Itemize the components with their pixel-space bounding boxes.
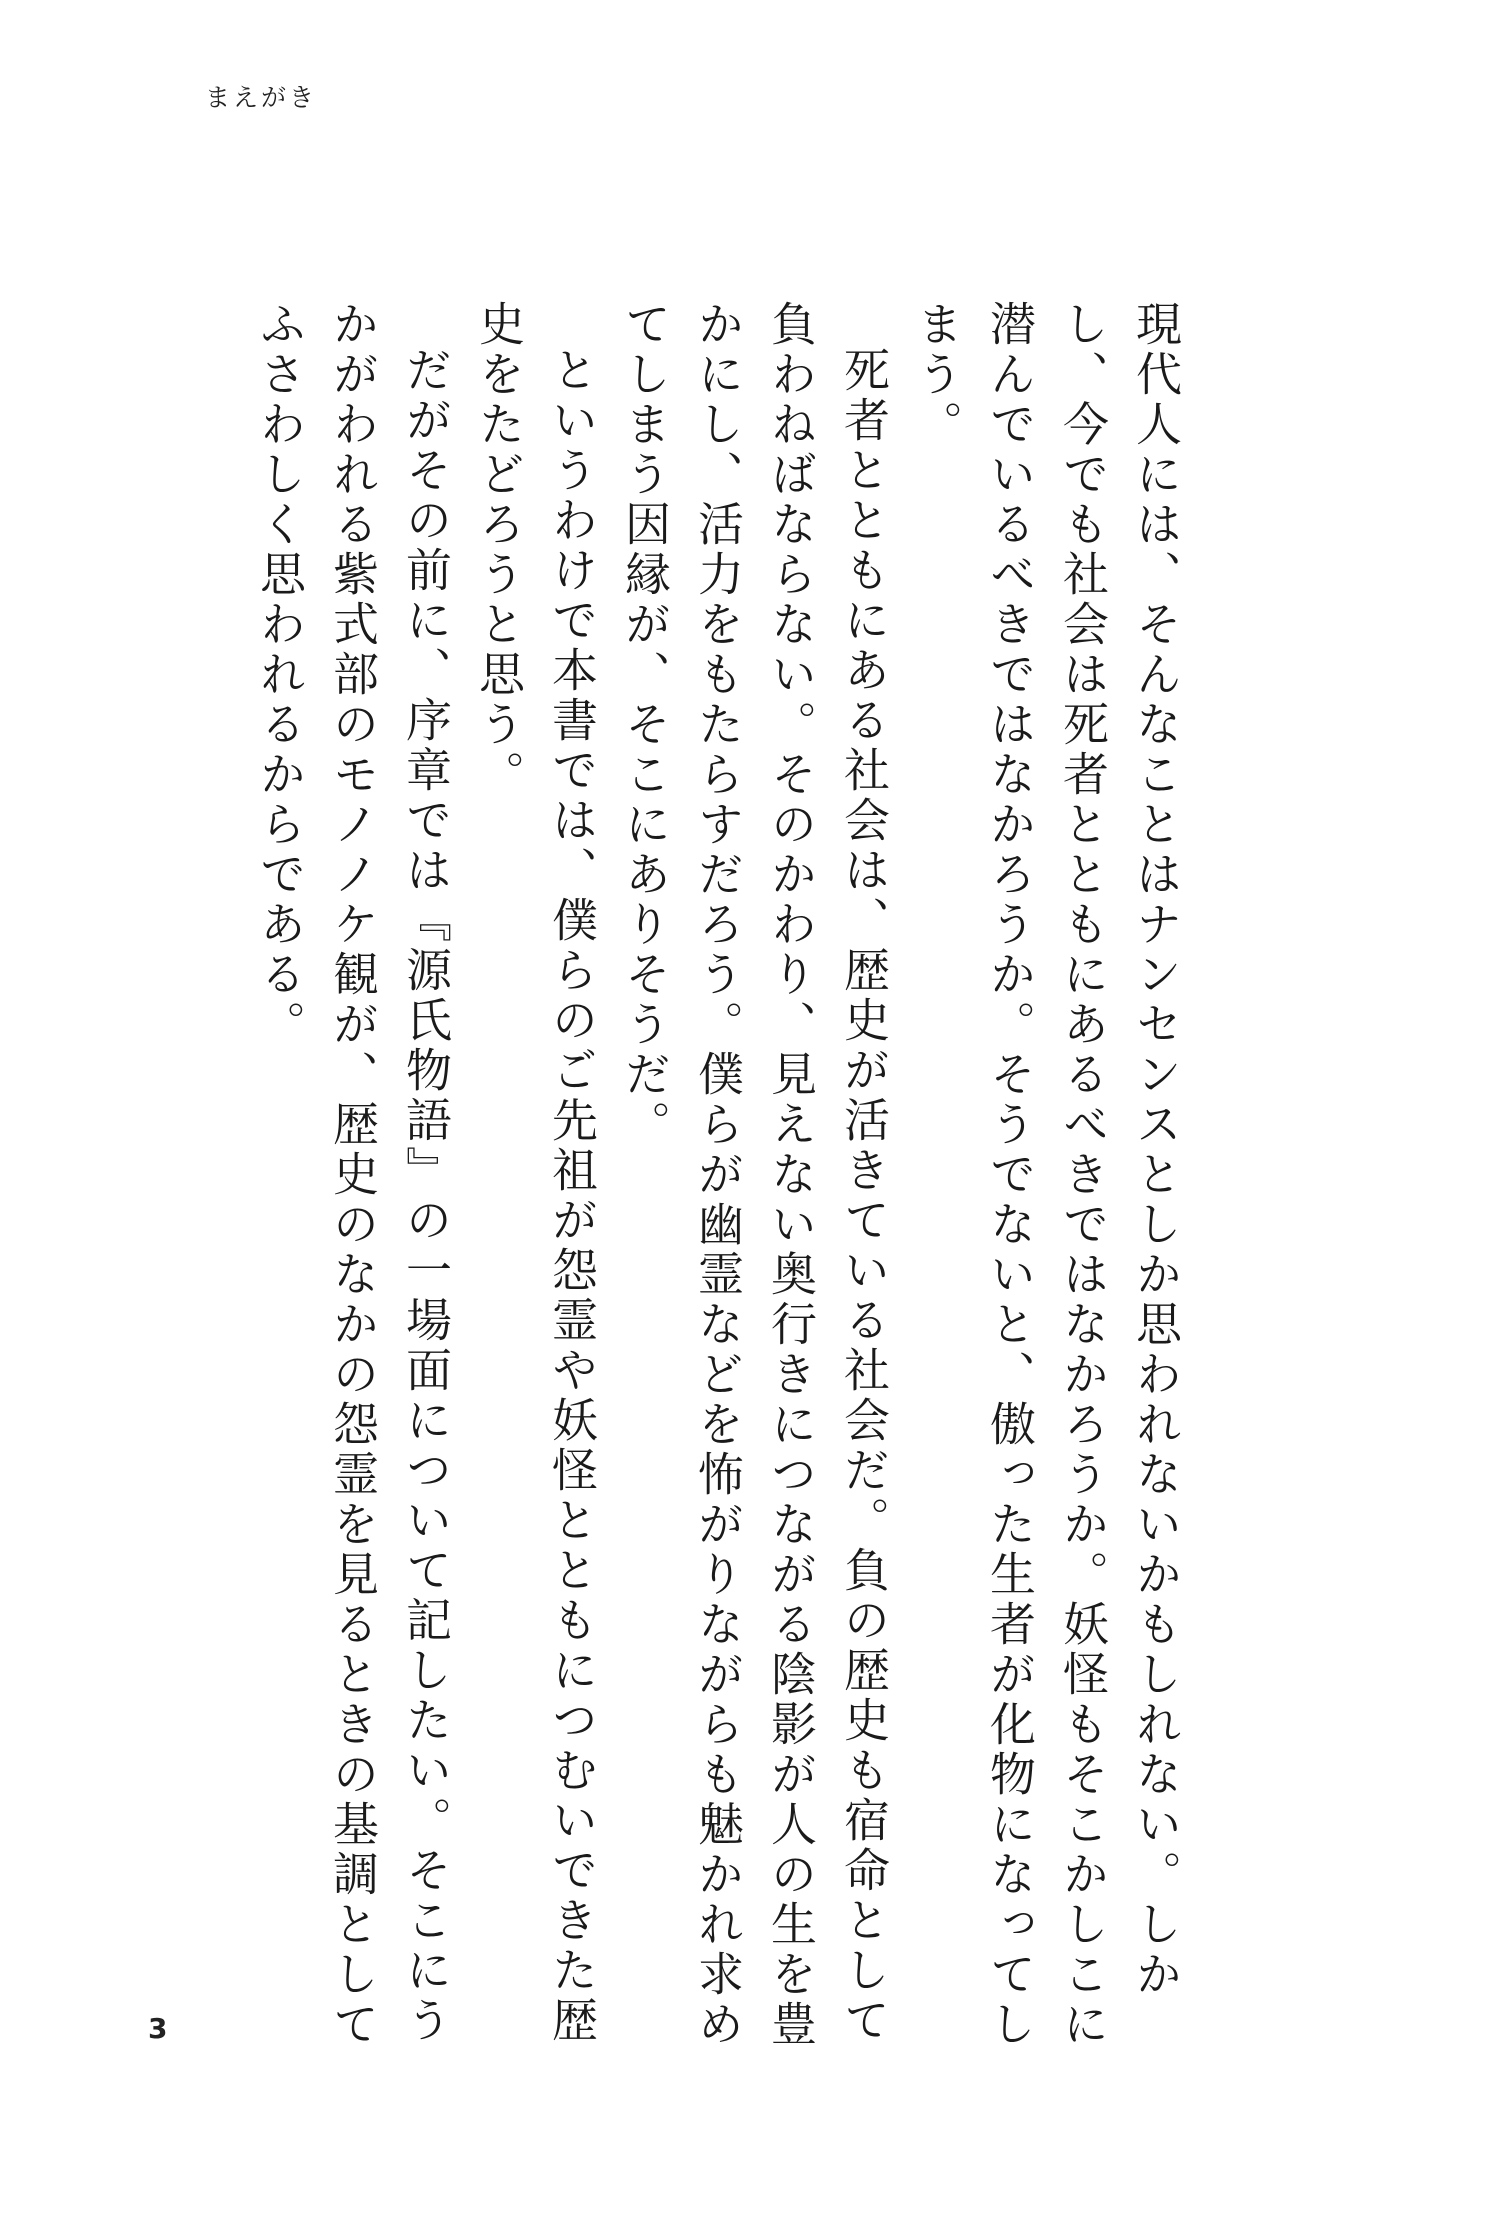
page-number: 3 bbox=[148, 2012, 168, 2045]
paragraph-1: 現代人には、そんなことはナンセンスとしか思われないかもしれない。しかし、今でも社会は死者とともにあるべきではなかろうか。妖怪もそこかしこに潜んでいるべきではなかろうか。そうでないと、傲った生者が化物になってしまう。 bbox=[910, 300, 1183, 2050]
paragraph-3: というわけで本書では、僕らのご先祖が怨霊や妖怪とともにつむいできた歴史をたどろうと思う。 bbox=[472, 300, 599, 2046]
paragraph-2: 死者とともにある社会は、歴史が活きている社会だ。負の歴史も宿命として負わねばならない。そのかわり、見えない奥行きにつながる陰影が人の生を豊かにし、活力をもたらすだろう。僕らが幽霊などを怖がりながらも魅かれ求めてしまう因縁が、そこにありそうだ。 bbox=[618, 300, 891, 2050]
running-header: まえがき bbox=[205, 83, 318, 112]
main-text-column bbox=[243, 300, 1192, 2060]
paragraph-4: だがその前に、序章では『源氏物語』の一場面について記したい。そこにうかがわれる紫式部のモノノケ観が、歴史のなかの怨霊を見るときの基調としてふさわしく思われるからである。 bbox=[253, 300, 453, 2050]
